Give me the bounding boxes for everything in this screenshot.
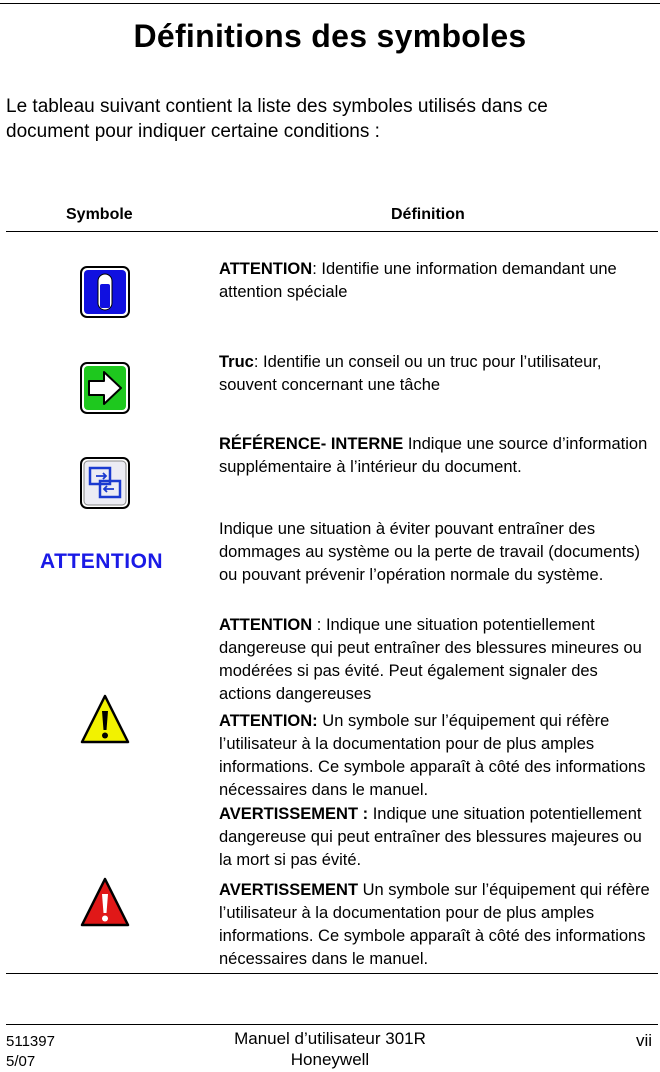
definition-caution	[219, 614, 651, 706]
definition-warning-equipment	[219, 879, 651, 971]
footer-manual-title: Manuel d’utilisateur 301R	[234, 1029, 426, 1048]
definition-caution-equipment	[219, 710, 651, 802]
warning-triangle-icon	[80, 876, 130, 928]
definition-body: : Identifie un conseil ou un truc pour l’utilisateur, souvent concernant une tâche	[219, 353, 602, 394]
definition-body: Indique une situation à éviter pouvant entraîner des dommages au système ou la perte de travail (documents) ou pouvant prévenir l’opération normale du système.	[219, 520, 640, 584]
header-rule	[6, 231, 658, 232]
table-bottom-rule	[6, 973, 658, 974]
internal-reference-icon	[80, 457, 130, 509]
footer-rule	[6, 1024, 658, 1025]
definition-body: : Indique une situation potentiellement dangereuse qui peut entraîner des blessures mineures ou modérées si pas évité. Peut également signaler des actions dangereuses	[219, 616, 642, 703]
definition-label: ATTENTION	[219, 616, 313, 634]
arrow-right-icon	[80, 362, 130, 414]
column-header-symbol: Symbole	[66, 206, 133, 223]
info-icon	[80, 266, 130, 318]
definition-body: Indique une situation potentiellement dangereuse qui peut entraîner des blessures majeures ou la mort si pas évité.	[219, 805, 642, 869]
footer-doc-number: 511397	[6, 1033, 55, 1050]
page-title: Définitions des symboles	[133, 18, 527, 54]
footer-date: 5/07	[6, 1053, 36, 1070]
definition-label: RÉFÉRENCE- INTERNE	[219, 435, 404, 453]
definition-label: ATTENTION	[219, 260, 313, 278]
caution-triangle-icon	[80, 693, 130, 745]
definition-tip	[219, 351, 651, 397]
definition-body: Un symbole sur l’équipement qui réfère l’utilisateur à la documentation pour de plus amples informations. Ce symbole apparaît à côté des informations nécessaires dans le manuel.	[219, 881, 650, 968]
footer-company: Honeywell	[290, 1050, 370, 1069]
definition-label: AVERTISSEMENT	[219, 881, 359, 899]
definition-attention-word	[219, 518, 651, 587]
top-rule	[0, 3, 660, 4]
column-header-definition: Définition	[391, 206, 465, 223]
intro-paragraph: Le tableau suivant contient la liste des symboles utilisés dans ce document pour indiquer certaine conditions :	[6, 96, 548, 142]
definition-attention-info	[219, 258, 651, 304]
definition-internal-reference	[219, 433, 651, 479]
definition-warning	[219, 803, 651, 872]
definition-label: AVERTISSEMENT :	[219, 805, 369, 823]
definition-body: : Identifie une information demandant une attention spéciale	[219, 260, 617, 301]
definition-body: Un symbole sur l’équipement qui réfère l’utilisateur à la documentation pour de plus amples informations. Ce symbole apparaît à côté des informations nécessaires dans le manuel.	[219, 712, 646, 799]
attention-symbol-word: ATTENTION	[40, 550, 164, 573]
footer-page-number: vii	[635, 1031, 652, 1050]
definition-body: Indique une source d’information supplémentaire à l’intérieur du document.	[219, 435, 648, 476]
definition-label: Truc	[219, 353, 254, 371]
definition-label: ATTENTION:	[219, 712, 318, 730]
